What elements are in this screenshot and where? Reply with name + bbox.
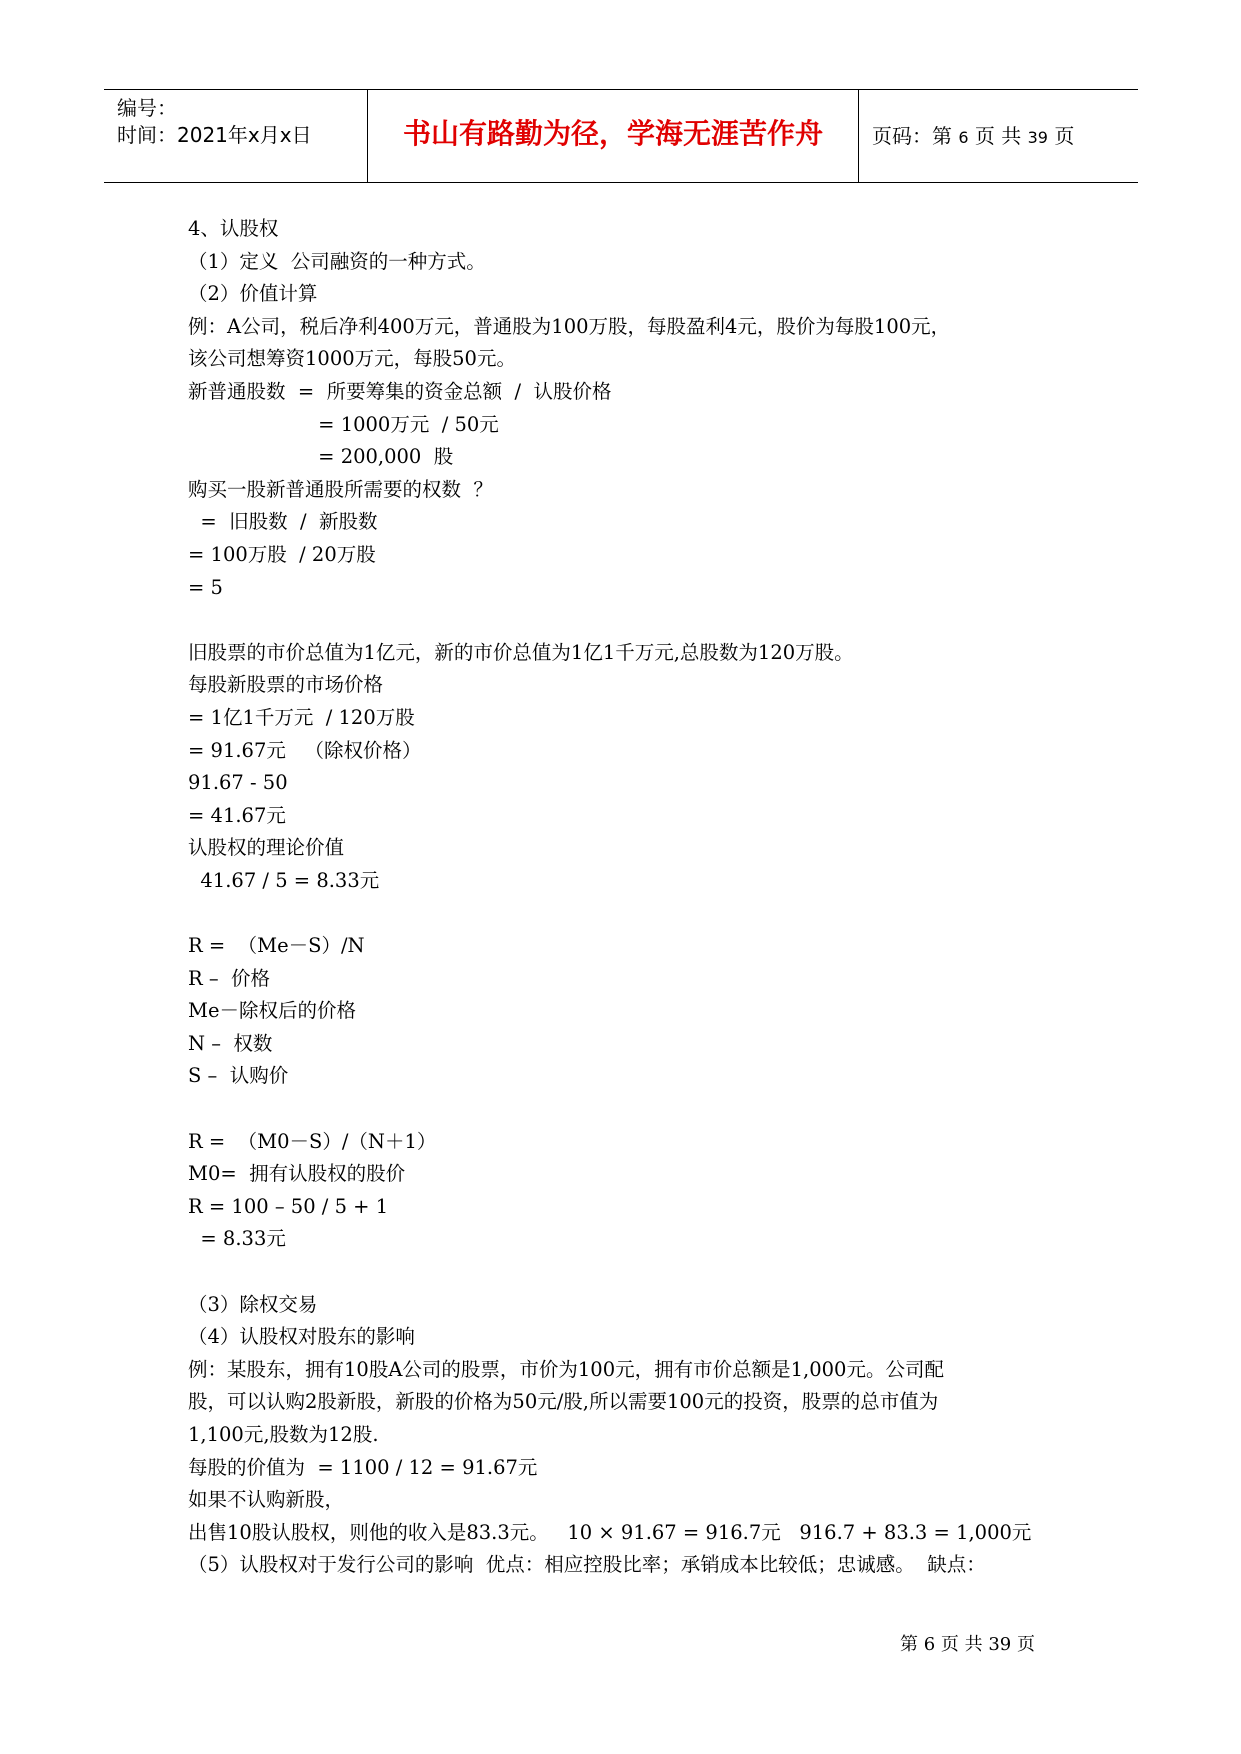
text-line: = 200,000 股 [188, 445, 454, 469]
text-line: M0= 拥有认股权的股价 [188, 1162, 406, 1186]
text-line: 购买一股新普通股所需要的权数 ？ [188, 477, 493, 501]
document-body [188, 213, 1088, 1582]
page-prefix: 页码：第 [872, 124, 952, 148]
text-line: 如果不认购新股， [188, 1488, 345, 1512]
page-mid: 页 共 [974, 124, 1022, 148]
text-line: 新普通股数 = 所要筹集的资金总额 / 认股价格 [188, 379, 612, 403]
text-line: = 5 [188, 575, 223, 599]
text-line: 例：A公司，税后净利400万元，普通股为100万股，每股盈利4元，股价为每股100元， [188, 314, 951, 338]
text-line: 出售10股认股权，则他的收入是83.3元。 10 × 91.67 = 916.7元 916.7 + 83.3 = 1,000元 [188, 1520, 1032, 1544]
text-line: R – 价格 [188, 966, 271, 990]
text-line: （4）认股权对股东的影响 [188, 1325, 415, 1349]
text-line: Me－除权后的价格 [188, 999, 357, 1023]
text-line: = 1000万元 / 50元 [188, 412, 499, 436]
text-line: = 41.67元 [188, 803, 286, 827]
text-line: （1）定义 公司融资的一种方式。 [188, 249, 486, 273]
blank-line [188, 897, 1088, 930]
text-line: = 1亿1千万元 / 120万股 [188, 705, 415, 729]
text-line: 1,100元,股数为12股. [188, 1422, 379, 1446]
text-line: S – 认购价 [188, 1064, 289, 1088]
text-line: R = （Me－S）/N [188, 934, 365, 958]
page-total: 39 [1027, 128, 1048, 147]
page-footer: 第 6 页 共 39 页 [900, 1634, 1035, 1655]
text-line: 旧股票的市价总值为1亿元，新的市价总值为1亿1千万元,总股数为120万股。 [188, 640, 854, 664]
text-line: R = 100 – 50 / 5 + 1 [188, 1194, 389, 1218]
text-line: （3）除权交易 [188, 1292, 318, 1316]
page-header [104, 89, 1138, 183]
text-line: （5）认股权对于发行公司的影响 优点：相应控股比率；承销成本比较低；忠诚感。 缺点： [188, 1553, 986, 1577]
header-divider [858, 90, 859, 182]
text-line: 该公司想筹资1000万元，每股50元。 [188, 347, 516, 371]
header-page-info [872, 122, 1074, 152]
blank-line [188, 1256, 1088, 1289]
text-line: （2）价值计算 [188, 282, 318, 306]
text-line: 认股权的理论价值 [188, 836, 345, 860]
text-line: = 旧股数 / 新股数 [188, 510, 378, 534]
page-suffix: 页 [1054, 124, 1075, 148]
date-line: 时间：2021年x月x日 [117, 123, 312, 147]
text-line: 每股新股票的市场价格 [188, 673, 384, 697]
text-line: 例：某股东，拥有10股A公司的股票，市价为100元，拥有市价总额是1,000元。公司配 [188, 1357, 944, 1381]
text-line: = 8.33元 [188, 1227, 286, 1251]
text-line: R = （M0－S）/（N＋1） [188, 1129, 437, 1153]
text-line: 91.67 - 50 [188, 771, 288, 795]
serial-label: 编号： [117, 96, 177, 120]
blank-line [188, 1093, 1088, 1126]
header-motto: 书山有路勤为径，学海无涯苦作舟 [402, 117, 823, 150]
page-current: 6 [958, 128, 969, 147]
text-line: 股，可以认购2股新股，新股的价格为50元/股,所以需要100元的投资，股票的总市值为 [188, 1390, 939, 1414]
blank-line [188, 604, 1088, 637]
text-line: 每股的价值为 = 1100 / 12 = 91.67元 [188, 1455, 538, 1479]
text-line: = 100万股 / 20万股 [188, 542, 376, 566]
text-line: = 91.67元 （除权价格） [188, 738, 422, 762]
text-line: N – 权数 [188, 1031, 273, 1055]
text-line: 41.67 / 5 = 8.33元 [188, 868, 380, 892]
text-line: 4、认股权 [188, 217, 279, 240]
